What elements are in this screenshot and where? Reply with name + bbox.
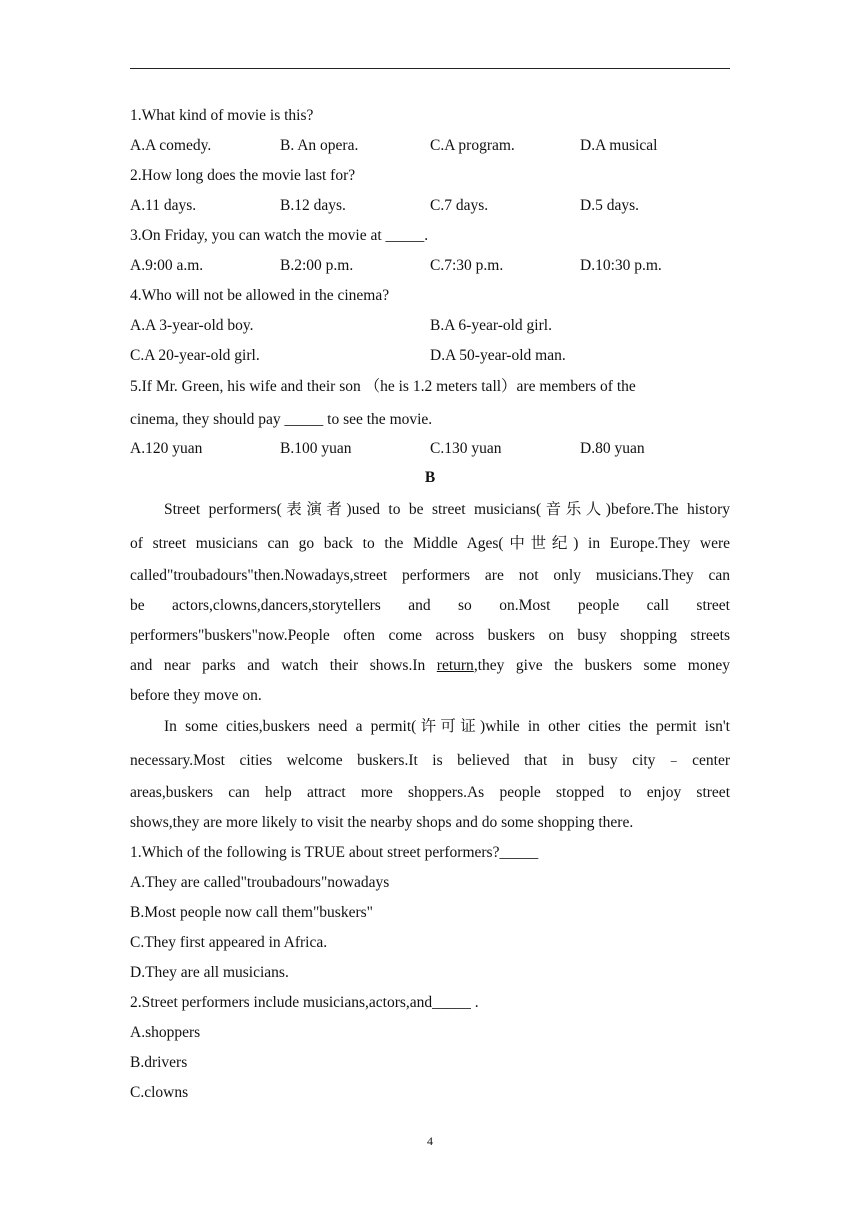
header-rule (130, 68, 730, 69)
passage-line (130, 656, 730, 676)
answer-option: C.7 days. (430, 197, 489, 214)
passage-line: performers"buskers"now.People often come across buskers on busy shopping streets (130, 627, 730, 644)
answer-option: B.100 yuan (280, 440, 352, 457)
answer-option: C.A 20-year-old girl. (130, 347, 260, 364)
passage-text: and near parks and watch their shows.In (130, 657, 437, 674)
question-text: 2.How long does the movie last for? (130, 167, 356, 184)
answer-option: A.A 3-year-old boy. (130, 317, 254, 334)
answer-option: B.Most people now call them"buskers" (130, 904, 373, 921)
answer-option: D.10:30 p.m. (580, 257, 662, 274)
answer-option: A.9:00 a.m. (130, 257, 204, 274)
passage-line: shows,they are more likely to visit the nearby shops and do some shopping there. (130, 814, 634, 831)
answer-option: A.11 days. (130, 197, 197, 214)
passage-line: necessary.Most cities welcome buskers.It is believed that in busy city﹣center (130, 752, 730, 769)
answer-option: A.They are called"troubadours"nowadays (130, 874, 390, 891)
answer-option: A.shoppers (130, 1024, 201, 1041)
underlined-word: return (436, 657, 474, 674)
answer-option: C.They first appeared in Africa. (130, 934, 328, 951)
passage-line: areas,buskers can help attract more shoppers.As people stopped to enjoy street (130, 784, 730, 801)
answer-option: C.clowns (130, 1084, 189, 1101)
question-text: 4.Who will not be allowed in the cinema? (130, 287, 390, 304)
passage-line: be actors,clowns,dancers,storytellers and so on.Most people call street (130, 597, 730, 614)
passage-line: In some cities,buskers need a permit(许可证)while in other cities the permit isn't (164, 718, 730, 735)
question-text: cinema, they should pay _____ to see the movie. (130, 411, 433, 428)
question-text: 1.Which of the following is TRUE about street performers?_____ (130, 844, 539, 861)
passage-line: before they move on. (130, 687, 262, 704)
answer-option: D.A 50-year-old man. (430, 347, 566, 364)
passage-text: ,they give the buskers some money (473, 657, 730, 674)
answer-option: D.They are all musicians. (130, 964, 289, 981)
page-number: 4 (427, 1134, 433, 1148)
answer-option: A.120 yuan (130, 440, 203, 457)
answer-option: A.A comedy. (130, 137, 212, 154)
answer-option: B.A 6-year-old girl. (430, 317, 552, 334)
answer-option: D.5 days. (580, 197, 639, 214)
answer-option: B.drivers (130, 1054, 188, 1071)
question-text: 1.What kind of movie is this? (130, 107, 314, 124)
answer-option: C.A program. (430, 137, 515, 154)
passage-line: Street performers(表演者)used to be street musicians(音乐人)before.The history (164, 501, 730, 518)
answer-option: B. An opera. (280, 137, 359, 154)
question-text: 2.Street performers include musicians,actors,and_____ . (130, 994, 479, 1011)
question-text: 3.On Friday, you can watch the movie at _____. (130, 227, 429, 244)
section-heading: B (424, 469, 436, 486)
question-text: 5.If Mr. Green, his wife and their son （he is 1.2 meters tall）are members of the (130, 378, 636, 395)
answer-option: B.12 days. (280, 197, 346, 214)
passage-line: of street musicians can go back to the Middle Ages(中世纪) in Europe.They were (130, 535, 730, 552)
answer-option: D.80 yuan (580, 440, 645, 457)
answer-option: C.130 yuan (430, 440, 502, 457)
answer-option: C.7:30 p.m. (430, 257, 504, 274)
passage-line: called"troubadours"then.Nowadays,street performers are not only musicians.They can (130, 567, 730, 584)
answer-option: D.A musical (580, 137, 658, 154)
answer-option: B.2:00 p.m. (280, 257, 354, 274)
